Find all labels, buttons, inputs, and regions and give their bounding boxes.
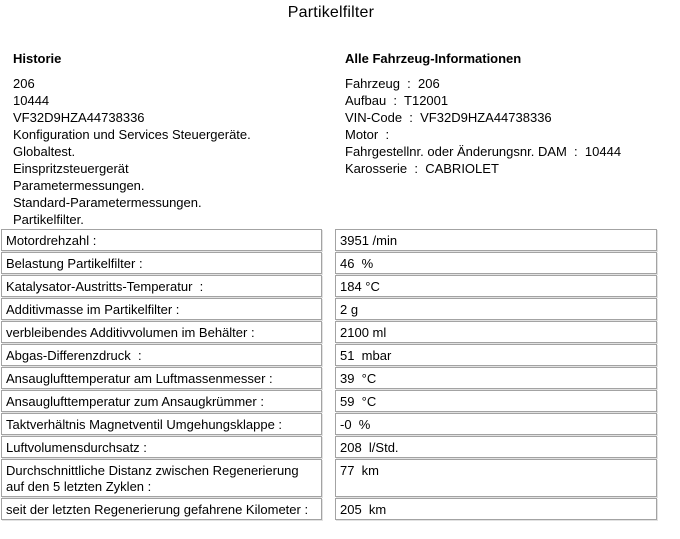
history-item: VF32D9HZA44738336 <box>13 110 145 125</box>
measurement-value-cell: -0 % <box>335 413 657 435</box>
vehicle-info-line: Aufbau : T12001 <box>345 93 449 108</box>
page-title: Partikelfilter <box>287 4 375 21</box>
measurement-row <box>1 298 679 320</box>
measurement-value-cell: 59 °C <box>335 390 657 412</box>
history-item: 10444 <box>13 93 50 108</box>
measurement-label-cell: Additivmasse im Partikelfilter : <box>1 298 322 320</box>
measurement-row <box>1 459 679 497</box>
history-section <box>13 51 328 228</box>
history-item: 206 <box>13 76 35 91</box>
history-item: Parametermessungen. <box>13 178 145 193</box>
measurement-label-cell: seit der letzten Regenerierung gefahrene Kilometer : <box>1 498 322 520</box>
measurement-value-cell: 39 °C <box>335 367 657 389</box>
vehicle-info-heading: Alle Fahrzeug-Informationen <box>345 51 522 66</box>
measurement-label-cell: verbleibendes Additivvolumen im Behälter : <box>1 321 322 343</box>
history-item: Einspritzsteuergerät <box>13 161 129 176</box>
history-item: Globaltest. <box>13 144 76 159</box>
history-item: Konfiguration und Services Steuergeräte. <box>13 127 251 142</box>
measurement-value-cell: 77 km <box>335 459 657 497</box>
measurement-row <box>1 390 679 412</box>
measurement-label-cell: Durchschnittliche Distanz zwischen Regenerierung auf den 5 letzten Zyklen : <box>1 459 322 497</box>
measurement-row <box>1 344 679 366</box>
vehicle-info-section <box>345 51 675 177</box>
measurement-label-cell: Luftvolumensdurchsatz : <box>1 436 322 458</box>
measurement-label-cell: Ansauglufttemperatur zum Ansaugkrümmer : <box>1 390 322 412</box>
measurement-row <box>1 275 679 297</box>
history-heading: Historie <box>13 51 62 66</box>
measurement-label-cell: Motordrehzahl : <box>1 229 322 251</box>
history-item: Partikelfilter. <box>13 212 84 227</box>
measurement-row <box>1 436 679 458</box>
vehicle-info-line: Motor : <box>345 127 393 142</box>
measurement-label-cell: Taktverhältnis Magnetventil Umgehungsklappe : <box>1 413 322 435</box>
measurement-value-cell: 51 mbar <box>335 344 657 366</box>
measurement-row <box>1 252 679 274</box>
measurement-value-cell: 46 % <box>335 252 657 274</box>
measurement-value-cell: 184 °C <box>335 275 657 297</box>
measurement-row <box>1 498 679 520</box>
measurements-table <box>1 229 679 521</box>
vehicle-info-line: VIN-Code : VF32D9HZA44738336 <box>345 110 552 125</box>
measurement-value-cell: 208 l/Std. <box>335 436 657 458</box>
measurement-row <box>1 367 679 389</box>
vehicle-info-line: Karosserie : CABRIOLET <box>345 161 499 176</box>
measurement-label-cell: Ansauglufttemperatur am Luftmassenmesser : <box>1 367 322 389</box>
history-item: Standard-Parametermessungen. <box>13 195 202 210</box>
measurement-label-cell: Abgas-Differenzdruck : <box>1 344 322 366</box>
vehicle-info-line: Fahrgestellnr. oder Änderungsnr. DAM : 10444 <box>345 144 622 159</box>
measurement-row <box>1 321 679 343</box>
measurement-value-cell: 2 g <box>335 298 657 320</box>
measurement-row <box>1 229 679 251</box>
measurement-value-cell: 3951 /min <box>335 229 657 251</box>
measurement-value-cell: 205 km <box>335 498 657 520</box>
vehicle-info-line: Fahrzeug : 206 <box>345 76 440 91</box>
measurement-label-cell: Belastung Partikelfilter : <box>1 252 322 274</box>
measurement-row <box>1 413 679 435</box>
measurement-value-cell: 2100 ml <box>335 321 657 343</box>
measurement-label-cell: Katalysator-Austritts-Temperatur : <box>1 275 322 297</box>
